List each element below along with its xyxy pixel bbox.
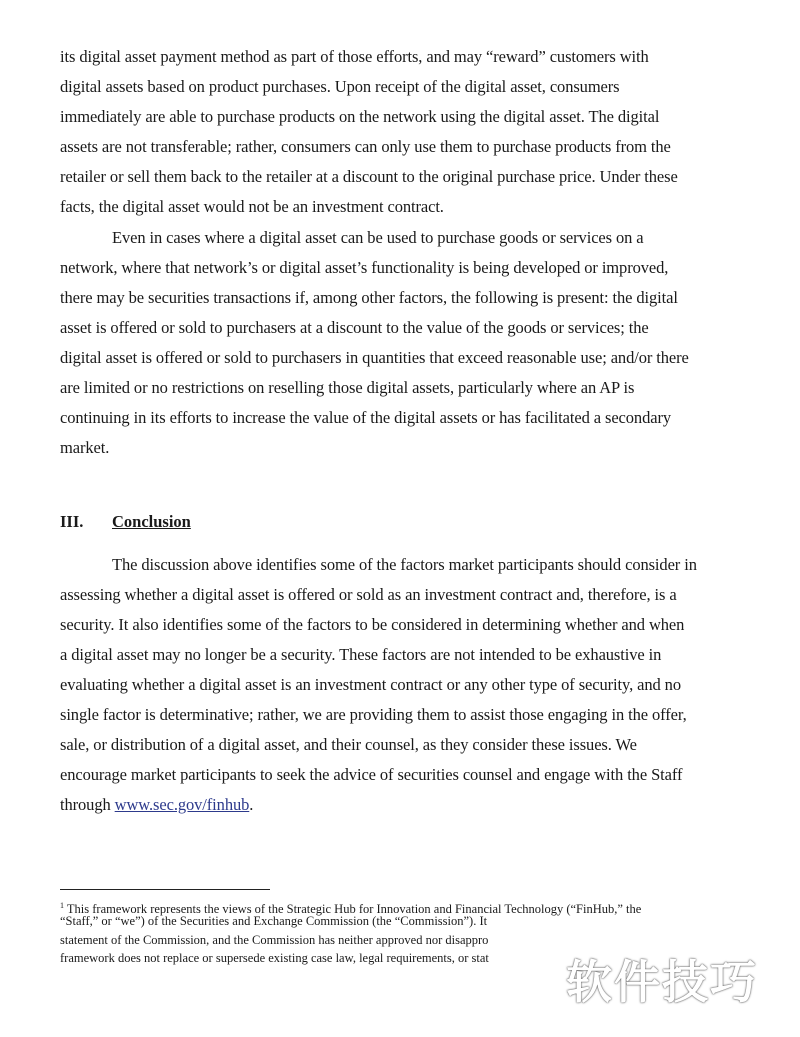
text-line: asset is offered or sold to purchasers at a discount to the value of the goods or services; the xyxy=(60,318,649,337)
text-line: evaluating whether a digital asset is an investment contract or any other type of security, and no xyxy=(60,675,681,694)
text-line: assets are not transferable; rather, consumers can only use them to purchase products from the xyxy=(60,137,671,156)
link-suffix: . xyxy=(249,795,254,814)
section-title: Conclusion xyxy=(112,512,191,531)
text-line: immediately are able to purchase products on the network using the digital asset. The digital xyxy=(60,107,660,126)
text-line: there may be securities transactions if, among other factors, the following is present: the digital xyxy=(60,288,678,307)
footnote-line: statement of the Commission, and the Commission has neither approved nor disappro xyxy=(60,933,489,947)
text-line: its digital asset payment method as part of those efforts, and may “reward” customers with xyxy=(60,47,649,66)
finhub-link[interactable]: www.sec.gov/finhub xyxy=(114,795,250,814)
text-line: digital asset is offered or sold to purchasers in quantities that exceed reasonable use; and/or there xyxy=(60,348,689,367)
link-prefix: through xyxy=(60,795,115,814)
footnote-line: “Staff,” or “we”) of the Securities and Exchange Commission (the “Commission”). It xyxy=(60,914,488,928)
footnote-text: This framework represents the views of the Strategic Hub for Innovation and Financial Technology (“FinHub,” the xyxy=(64,902,642,917)
text-line: network, where that network’s or digital asset’s functionality is being developed or improved, xyxy=(60,258,669,277)
footnote-marker: 1 xyxy=(60,901,64,910)
text-line: sale, or distribution of a digital asset, and their counsel, as they consider these issues. We xyxy=(60,735,637,754)
text-line: The discussion above identifies some of the factors market participants should consider in xyxy=(112,555,697,574)
text-line: are limited or no restrictions on reselling those digital assets, particularly where an AP is xyxy=(60,378,635,397)
text-line: a digital asset may no longer be a security. These factors are not intended to be exhaustive in xyxy=(60,645,662,664)
text-line: facts, the digital asset would not be an investment contract. xyxy=(60,197,444,216)
text-line: market. xyxy=(60,438,110,457)
text-line: Even in cases where a digital asset can be used to purchase goods or services on a xyxy=(112,228,644,247)
text-line: security. It also identifies some of the factors to be considered in determining whether and when xyxy=(60,615,685,634)
watermark: 软件技巧 xyxy=(566,955,758,1009)
text-line: retailer or sell them back to the retailer at a discount to the original purchase price. Under these xyxy=(60,167,678,186)
text-line: digital assets based on product purchases. Upon receipt of the digital asset, consumers xyxy=(60,77,620,96)
footnote-clip xyxy=(60,895,562,975)
footnote-divider xyxy=(60,889,270,890)
footnote-line: framework does not replace or supersede existing case law, legal requirements, or stat xyxy=(60,951,489,965)
text-line: encourage market participants to seek the advice of securities counsel and engage with the Staff xyxy=(60,765,683,784)
text-line: continuing in its efforts to increase the value of the digital assets or has facilitated a secondary xyxy=(60,408,671,427)
text-line: assessing whether a digital asset is offered or sold as an investment contract and, therefore, is a xyxy=(60,585,677,604)
text-line-with-link xyxy=(60,795,253,815)
text-line: single factor is determinative; rather, we are providing them to assist those engaging in the offer, xyxy=(60,705,687,724)
section-number: III. xyxy=(60,512,84,531)
